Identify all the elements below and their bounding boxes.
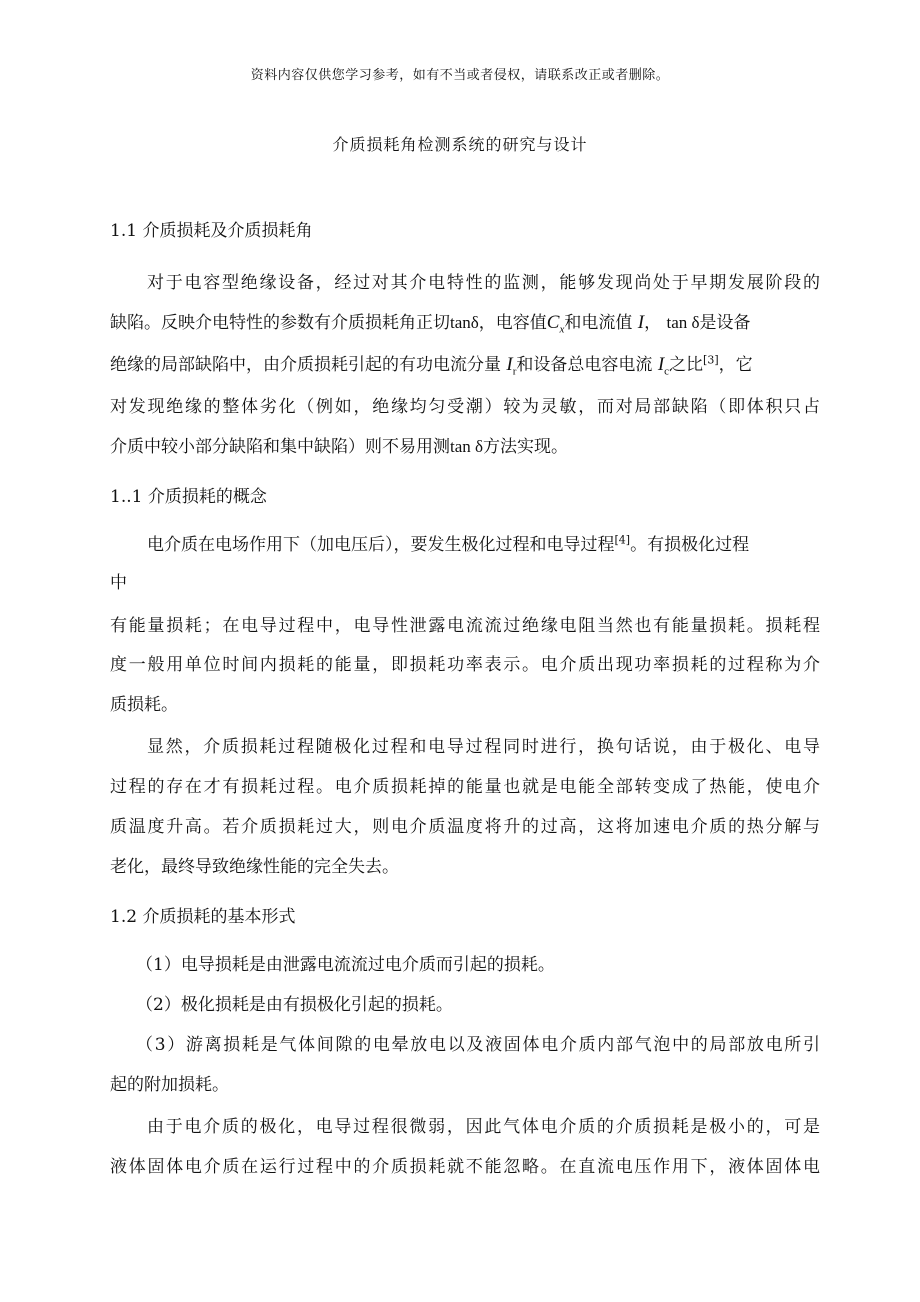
paragraph-line: 质温度升高。若介质损耗过大，则电介质温度将升的过高，这将加速电介质的热分解与 <box>110 817 820 837</box>
paragraph-line: 中 <box>110 573 127 593</box>
text-run: 和设备总电容电流 <box>516 355 653 375</box>
list-item: （3）游离损耗是气体间隙的电晕放电以及液固体电介质内部气泡中的局部放电所引 <box>136 1035 820 1055</box>
paragraph-line: 度一般用单位时间内损耗的能量，即损耗功率表示。电介质出现功率损耗的过程称为介 <box>110 655 820 675</box>
text-run: ， <box>644 313 662 333</box>
text-run: 方法实现。 <box>483 437 569 457</box>
copyright-notice: 资料内容仅供您学习参考，如有不当或者侵权，请联系改正或者删除。 <box>250 68 670 83</box>
capacitance-symbol: C <box>546 312 560 333</box>
tan-delta-symbol: tan δ <box>450 437 484 456</box>
document-title: 介质损耗角检测系统的研究与设计 <box>332 135 588 154</box>
section-heading-1-2: 1.2 介质损耗的基本形式 <box>110 907 296 927</box>
text-run: 和电流值 <box>564 313 633 333</box>
text-run: 缺陷。反映介电特性的参数有介质损耗角正切 <box>110 313 450 333</box>
capacitive-current-symbol: I <box>657 354 665 375</box>
paragraph-line: 有能量损耗；在电导过程中，电导性泄露电流流过绝缘电阻当然也有能量损耗。损耗程 <box>110 616 820 636</box>
text-run: 。有损极化过程 <box>630 535 750 555</box>
text-run: 是设备 <box>699 313 751 333</box>
paragraph-line: 由于电介质的极化，电导过程很微弱，因此气体电介质的介质损耗是极小的，可是 <box>147 1117 820 1137</box>
paragraph-line: 老化，最终导致绝缘性能的完全失去。 <box>110 857 399 877</box>
section-heading-1-1: 1.1 介质损耗及介质损耗角 <box>110 221 313 241</box>
list-item: （2）极化损耗是由有损极化引起的损耗。 <box>136 995 453 1015</box>
paragraph-line <box>110 308 751 335</box>
active-current-symbol: I <box>506 354 513 375</box>
list-item: （1）电导损耗是由泄露电流流过电介质而引起的损耗。 <box>136 955 555 975</box>
citation-ref: [4] <box>614 533 631 547</box>
current-symbol: I <box>637 312 645 333</box>
active-current-subscript: r <box>512 365 517 378</box>
list-item-continuation: 起的附加损耗。 <box>110 1075 229 1095</box>
text-run: 之比 <box>669 355 704 375</box>
paragraph-line: 质损耗。 <box>110 695 178 715</box>
capacitance-subscript: x <box>559 323 565 336</box>
paragraph-line: 液体固体电介质在运行过程中的介质损耗就不能忽略。在直流电压作用下，液体固体电 <box>110 1157 820 1177</box>
paragraph-line: 显然，介质损耗过程随极化过程和电导过程同时进行，换句话说，由于极化、电导 <box>147 737 820 757</box>
text-run: ，它 <box>718 355 753 375</box>
capacitive-current-subscript: c <box>664 365 670 378</box>
paragraph-line: 对于电容型绝缘设备，经过对其介电特性的监测，能够发现尚处于早期发展阶段的 <box>147 273 820 293</box>
paragraph-line: 过程的存在才有损耗过程。电介质损耗掉的能量也就是电能全部转变成了热能，使电介 <box>110 777 820 797</box>
text-run: 绝缘的局部缺陷中，由介质损耗引起的有功电流分量 <box>110 355 501 375</box>
tan-delta-symbol: tan δ <box>666 313 700 332</box>
text-run: 介质中较小部分缺陷和集中缺陷）则不易用测 <box>110 437 450 457</box>
text-run: ，电容值 <box>478 313 547 333</box>
paragraph-line <box>147 530 820 555</box>
tan-delta-symbol: tanδ <box>450 313 479 332</box>
paragraph-line: 对发现绝缘的整体劣化（例如，绝缘均匀受潮）较为灵敏，而对局部缺陷（即体积只占 <box>110 397 820 417</box>
text-run: 电介质在电场作用下（加电压后），要发生极化过程和电导过程 <box>147 535 615 555</box>
paragraph-line <box>110 350 753 377</box>
paragraph-line <box>110 432 568 457</box>
citation-ref: [3] <box>703 353 719 367</box>
section-heading-1-1-1: 1..1 介质损耗的概念 <box>110 487 267 507</box>
